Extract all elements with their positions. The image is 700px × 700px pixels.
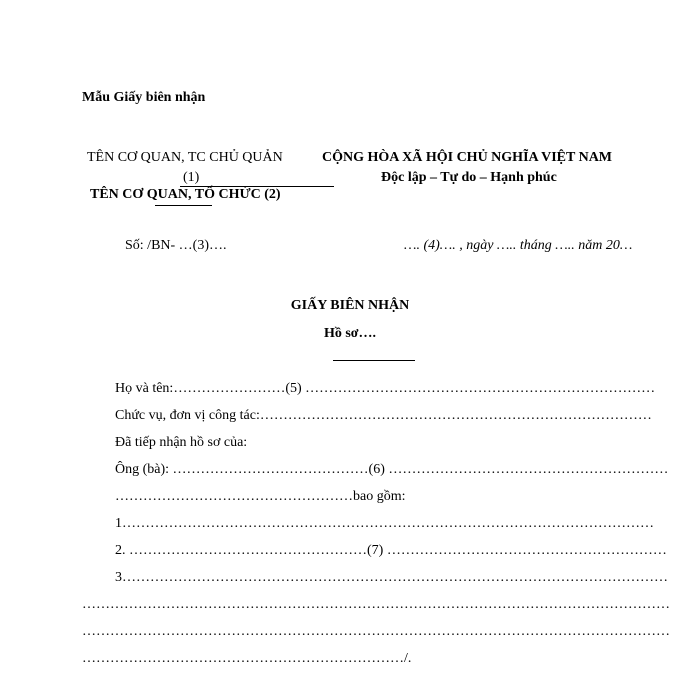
body-line-item-1: 1…………………………………………………………………………………………………… bbox=[115, 516, 654, 531]
body-line-received-from: Đã tiếp nhận hồ sơ của: bbox=[115, 435, 248, 450]
body-line-sender: Ông (bà): ……………………………………(6) …………………………………………………… bbox=[115, 462, 669, 477]
agency-name: TÊN CƠ QUAN, TỔ CHỨC (2) bbox=[90, 187, 281, 202]
nation-title: CỘNG HÒA XÃ HỘI CHỦ NGHĨA VIỆT NAM bbox=[322, 150, 613, 165]
body-line-position: Chức vụ, đơn vị công tác:………………………………………………………………………… bbox=[115, 408, 652, 423]
body-line-end: ……………………………………………………………/. bbox=[82, 651, 412, 666]
body-line-fullname: Họ và tên:……………………(5) ………………………………………………………………… bbox=[115, 381, 656, 396]
body-line-continuation: ……………………………………………………………………………………………………………… bbox=[82, 624, 670, 639]
national-motto: Độc lập – Tự do – Hạnh phúc bbox=[381, 170, 557, 185]
document-number: Số: /BN- …(3)…. bbox=[125, 238, 227, 253]
agency-name-underline bbox=[155, 205, 212, 206]
place-and-date: …. (4)…. , ngày ….. tháng ….. năm 20… bbox=[404, 238, 633, 253]
agency-parent-name: TÊN CƠ QUAN, TC CHỦ QUẢN bbox=[87, 150, 283, 165]
document-subtitle: Hồ sơ…. bbox=[323, 326, 377, 341]
agency-parent-number: (1) bbox=[183, 170, 200, 185]
body-line-continuation: ……………………………………………………………………………………………………………… bbox=[82, 597, 670, 612]
body-line-item-2: 2. ……………………………………………(7) …………………………………………………… bbox=[115, 543, 667, 558]
document-title: GIẤY BIÊN NHẬN bbox=[290, 298, 410, 313]
form-label: Mẫu Giấy biên nhận bbox=[82, 90, 206, 105]
title-divider-line bbox=[333, 360, 415, 361]
body-line-includes: ……………………………………………bao gồm: bbox=[115, 489, 406, 504]
body-line-item-3: 3……………………………………………………………………………………………………… bbox=[115, 570, 668, 585]
